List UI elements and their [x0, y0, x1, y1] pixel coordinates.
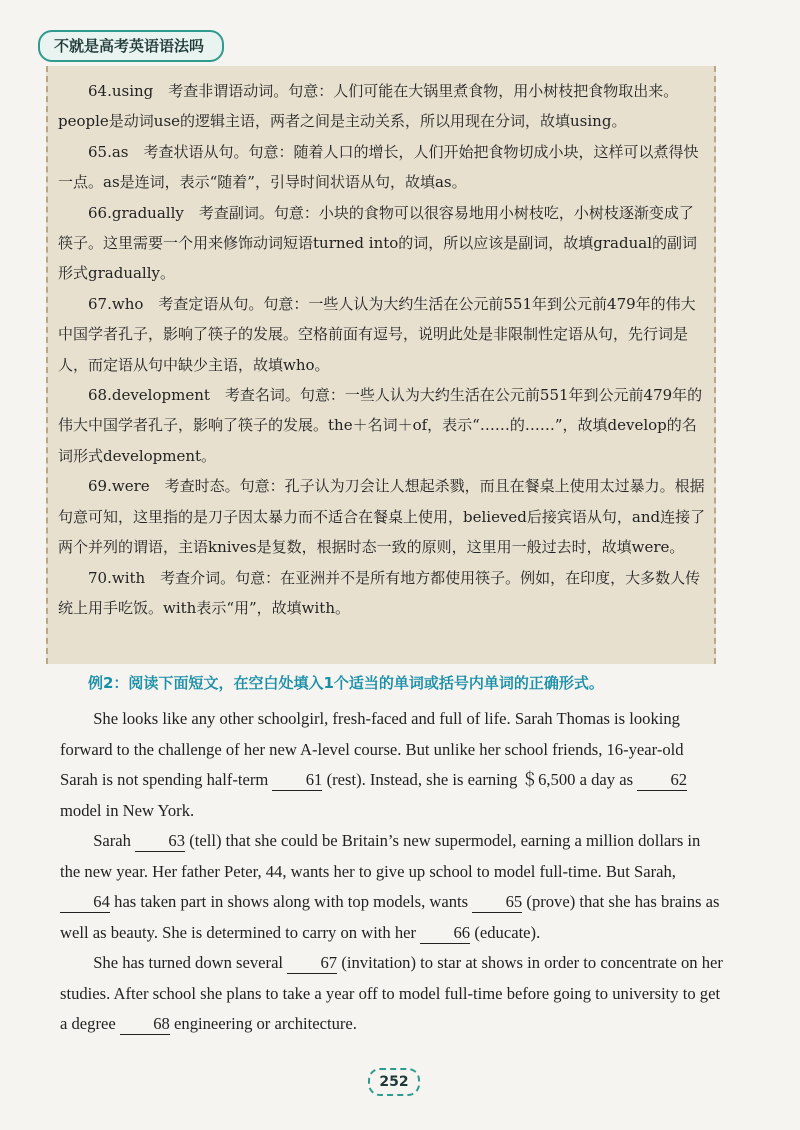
- answer-69: 69.were 考查时态。句意：孔子认为刀会让人想起杀戮，而且在餐桌上使用太过暴力。根据句意可知，这里指的是刀子因太暴力而不适合在餐桌上使用，believed后接宾语从句，and连接了两个并列的谓语，主语knives是复数，根据时态一致的原则，这里用一般过去时，故填were。: [58, 477, 706, 557]
- blank-64[interactable]: 64: [60, 892, 110, 913]
- blank-63[interactable]: 63: [135, 831, 185, 852]
- passage-paragraph-2: [60, 826, 724, 948]
- answer-68: 68.development 考查名词。句意：一些人认为大约生活在公元前551年到公元前479年的伟大中国学者孔子，影响了筷子的发展。the＋名词＋of，表示“……的……”，故填develop的名词形式development。: [58, 386, 703, 465]
- blank-67[interactable]: 67: [287, 953, 337, 974]
- passage-text: Sarah: [93, 831, 136, 850]
- blank-62[interactable]: 62: [637, 770, 687, 791]
- passage-text: has taken part in shows along with top models, wants: [110, 892, 473, 911]
- book-title-tab: 不就是高考英语语法吗: [38, 30, 224, 62]
- answer-66: 66.gradually 考查副词。句意：小块的食物可以很容易地用小树枝吃，小树枝逐渐变成了筷子。这里需要一个用来修饰动词短语turned into的词，所以应该是副词，故填gradual的副词形式gradually。: [58, 203, 698, 283]
- passage-text: (prove) that she has brains as well as beauty. She is determined to carry on with her: [60, 892, 720, 942]
- passage-text: engineering or architecture.: [169, 1014, 357, 1033]
- answer-65: 65.as 考查状语从句。句意：随着人口的增长，人们开始把食物切成小块，这样可以煮得快一点。as是连词，表示“随着”，引导时间状语从句，故填as。: [58, 142, 699, 192]
- blank-66[interactable]: 66: [420, 923, 470, 944]
- page-number: 252: [368, 1068, 420, 1096]
- passage-paragraph-3: [60, 948, 724, 1040]
- answer-70: 70.with 考查介词。句意：在亚洲并不是所有地方都使用筷子。例如，在印度，大多数人传统上用手吃饭。with表示“用”，故填with。: [58, 568, 701, 617]
- blank-68[interactable]: 68: [120, 1014, 170, 1035]
- passage-text: (educate).: [470, 922, 541, 942]
- passage-text: She has turned down several: [93, 953, 288, 972]
- passage-text: (invitation) to star at shows in order to concentrate on her studies. After school she plans to take a year off to model full-time before going to university to get a degree: [60, 953, 723, 1033]
- answer-67: 67.who 考查定语从句。句意：一些人认为大约生活在公元前551年到公元前479年的伟大中国学者孔子，影响了筷子的发展。空格前面有逗号，说明此处是非限制性定语从句，先行词是人，而定语从句中缺少主语，故填who。: [58, 294, 696, 374]
- answer-64: 64.using 考查非谓语动词。句意：人们可能在大锅里煮食物，用小树枝把食物取出来。people是动词use的逻辑主语，两者之间是主动关系，所以用现在分词，故填using。: [58, 82, 679, 131]
- answer-explanations: [46, 66, 716, 664]
- cloze-passage: [60, 704, 724, 1040]
- example-heading: 例2：阅读下面短文，在空白处填入1个适当的单词或括号内单词的正确形式。: [88, 674, 604, 692]
- passage-text: (tell) that she could be Britain’s new supermodel, earning a million dollars in the new year. Her father Peter, 44, wants her to give up school to model full-time. But Sarah,: [60, 831, 701, 881]
- passage-text: (rest). Instead, she is earning ＄6,500 a day as: [322, 770, 638, 789]
- passage-paragraph-1: [60, 704, 724, 826]
- passage-text: She looks like any other schoolgirl, fresh-faced and full of life. Sarah Thomas is looking forward to the challenge of her new A-level course. But unlike her school friends, 16-year-old Sarah is not spending half-term: [60, 709, 684, 789]
- passage-text: model in New York.: [60, 800, 195, 820]
- blank-61[interactable]: 61: [272, 770, 322, 791]
- blank-65[interactable]: 65: [472, 892, 522, 913]
